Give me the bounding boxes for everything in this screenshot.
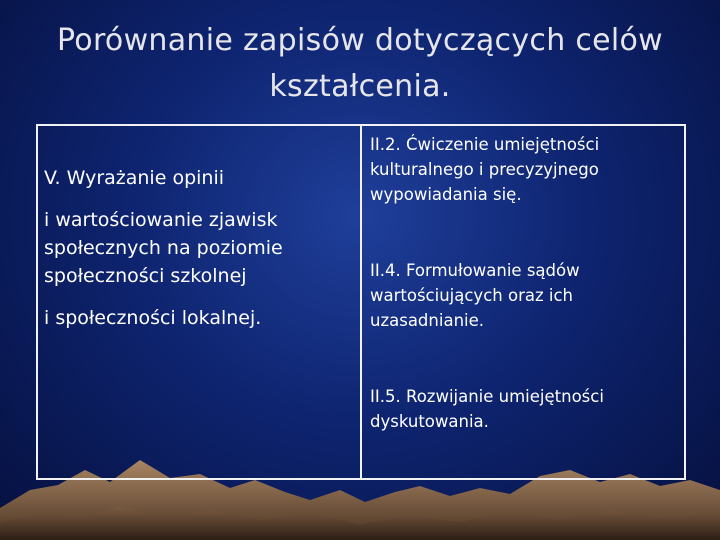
left-paragraph-1: V. Wyrażanie opinii — [44, 167, 225, 189]
left-cell — [38, 126, 360, 478]
left-paragraph-3: i społeczności lokalnej. — [44, 307, 262, 329]
right-item-2-line-3: uzasadnianie. — [370, 311, 485, 330]
left-paragraph-2-line-1: i wartościowanie zjawisk — [44, 209, 278, 231]
right-item-2-line-2: wartościujących oraz ich — [370, 286, 573, 305]
comparison-table — [36, 124, 686, 480]
right-item-1-line-2: kulturalnego i precyzyjnego — [370, 160, 599, 179]
right-item-1-line-3: wypowiadania się. — [370, 185, 522, 204]
slide-title — [20, 18, 700, 110]
right-item-3-line-2: dyskutowania. — [370, 412, 489, 431]
left-paragraph-2-line-2: społecznych na poziomie — [44, 237, 283, 259]
right-item-3-line-1: II.5. Rozwijanie umiejętności — [370, 387, 604, 406]
right-item-1-line-1: II.2. Ćwiczenie umiejętności — [370, 135, 600, 154]
right-cell — [362, 126, 684, 478]
left-paragraph-2-line-3: społeczności szkolnej — [44, 265, 247, 287]
title-line-2: kształcenia. — [269, 69, 451, 104]
right-item-2-line-1: II.4. Formułowanie sądów — [370, 261, 580, 280]
title-line-1: Porównanie zapisów dotyczących celów — [56, 23, 664, 58]
